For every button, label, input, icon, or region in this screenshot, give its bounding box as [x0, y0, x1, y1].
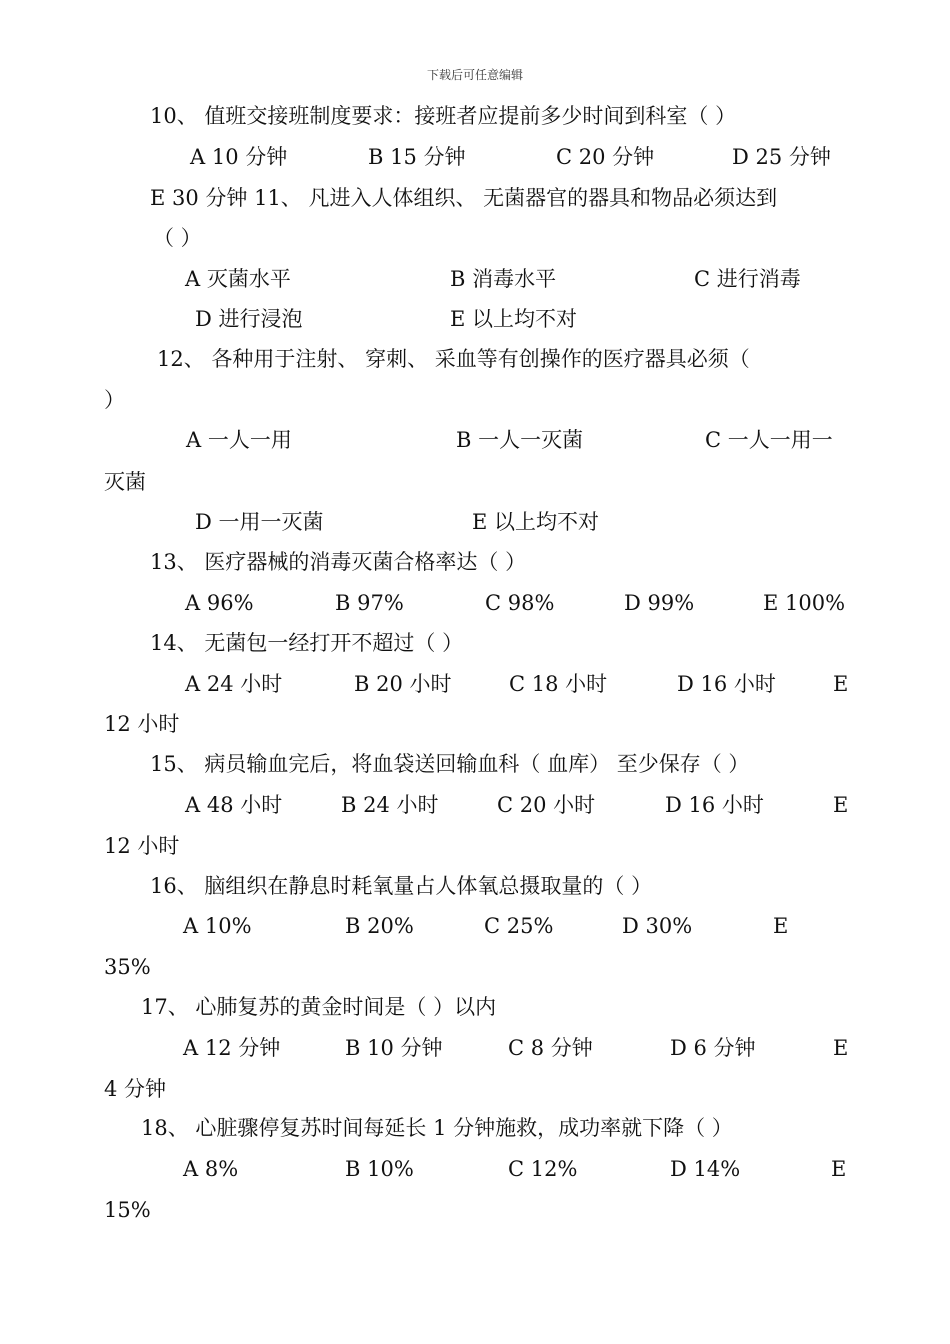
- question-14: 14、 无菌包一经打开不超过（ ）: [150, 631, 464, 655]
- option-14-d: D 16 小时: [677, 672, 776, 696]
- option-17-e-cont: 4 分钟: [104, 1077, 167, 1101]
- question-18: 18、 心脏骤停复苏时间每延长 1 分钟施救，成功率就下降（ ）: [141, 1116, 733, 1140]
- question-11-paren: （ ）: [153, 226, 202, 250]
- option-16-d: D 30%: [622, 914, 693, 938]
- option-11-a: A 灭菌水平: [185, 267, 291, 291]
- option-15-e-cont: 12 小时: [104, 834, 180, 858]
- option-14-b: B 20 小时: [354, 672, 452, 696]
- option-14-e: E: [833, 672, 849, 696]
- option-16-c: C 25%: [484, 914, 554, 938]
- option-10-c: C 20 分钟: [556, 145, 655, 169]
- option-15-b: B 24 小时: [341, 793, 439, 817]
- option-12-d: D 一用一灭菌: [195, 510, 324, 534]
- question-12-cont: ）: [104, 388, 125, 412]
- option-12-a: A 一人一用: [186, 428, 292, 452]
- option-18-d: D 14%: [670, 1157, 741, 1181]
- question-16: 16、 脑组织在静息时耗氧量占人体氧总摄取量的（ ）: [150, 874, 653, 898]
- option-16-e-cont: 35%: [104, 955, 151, 979]
- option-11-b: B 消毒水平: [450, 267, 557, 291]
- option-13-c: C 98%: [485, 591, 555, 615]
- option-17-d: D 6 分钟: [670, 1036, 756, 1060]
- option-16-b: B 20%: [345, 914, 414, 938]
- question-12: 12、 各种用于注射、 穿刺、 采血等有创操作的医疗器具必须（: [157, 347, 750, 371]
- option-17-c: C 8 分钟: [508, 1036, 593, 1060]
- option-13-e: E 100%: [763, 591, 846, 615]
- option-15-c: C 20 小时: [497, 793, 596, 817]
- option-18-b: B 10%: [345, 1157, 414, 1181]
- option-13-b: B 97%: [335, 591, 404, 615]
- option-14-e-cont: 12 小时: [104, 712, 180, 736]
- option-16-e: E: [773, 914, 789, 938]
- question-13: 13、 医疗器械的消毒灭菌合格率达（ ）: [150, 550, 527, 574]
- option-13-d: D 99%: [624, 591, 695, 615]
- option-18-e: E: [831, 1157, 847, 1181]
- option-15-e: E: [833, 793, 849, 817]
- option-11-d: D 进行浸泡: [195, 307, 303, 331]
- option-10-b: B 15 分钟: [368, 145, 466, 169]
- option-13-a: A 96%: [185, 591, 254, 615]
- option-17-a: A 12 分钟: [183, 1036, 281, 1060]
- option-16-a: A 10%: [183, 914, 252, 938]
- option-17-e: E: [833, 1036, 849, 1060]
- option-17-b: B 10 分钟: [345, 1036, 443, 1060]
- option-12-e: E 以上均不对: [472, 510, 600, 534]
- option-15-d: D 16 小时: [665, 793, 764, 817]
- option-11-e: E 以上均不对: [450, 307, 578, 331]
- question-17: 17、 心肺复苏的黄金时间是（ ）以内: [141, 995, 497, 1019]
- option-12-b: B 一人一灭菌: [456, 428, 584, 452]
- option-11-c: C 进行消毒: [694, 267, 801, 291]
- option-12-c-cont: 灭菌: [104, 470, 146, 494]
- option-10-e-question-11: E 30 分钟 11、 凡进入人体组织、 无菌器官的器具和物品必须达到: [150, 186, 778, 210]
- option-15-a: A 48 小时: [185, 793, 283, 817]
- option-18-c: C 12%: [508, 1157, 578, 1181]
- question-15: 15、 病员输血完后，将血袋送回输血科（ 血库） 至少保存（ ）: [150, 752, 750, 776]
- option-18-e-cont: 15%: [104, 1198, 151, 1222]
- page-header: 下载后可任意编辑: [426, 68, 523, 82]
- option-14-c: C 18 小时: [509, 672, 608, 696]
- option-12-c: C 一人一用一: [705, 428, 833, 452]
- option-10-d: D 25 分钟: [732, 145, 831, 169]
- question-10: 10、 值班交接班制度要求：接班者应提前多少时间到科室（ ）: [150, 104, 737, 128]
- option-10-a: A 10 分钟: [190, 145, 288, 169]
- option-14-a: A 24 小时: [185, 672, 283, 696]
- option-18-a: A 8%: [183, 1157, 239, 1181]
